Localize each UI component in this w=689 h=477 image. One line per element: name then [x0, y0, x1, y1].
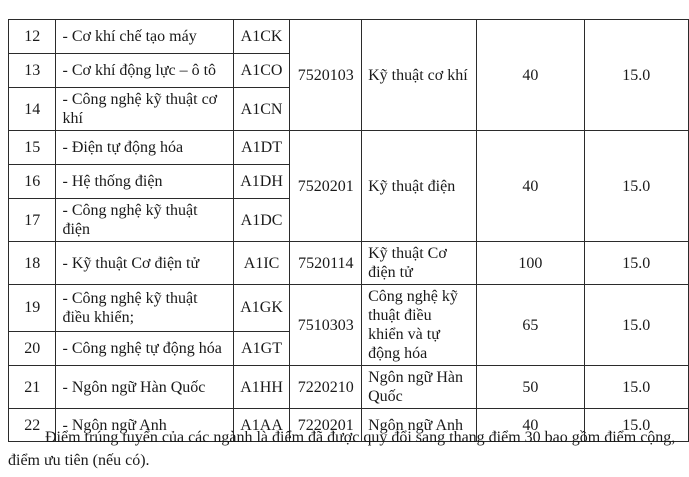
admission-code: A1CK — [233, 20, 290, 54]
admission-score-table — [8, 19, 689, 442]
row-number: 18 — [9, 242, 56, 285]
row-number: 13 — [9, 54, 56, 88]
admission-code: A1DC — [233, 199, 290, 242]
major-name: - Ngôn ngữ Hàn Quốc — [56, 366, 233, 409]
major-group-name: Kỹ thuật điện — [362, 131, 477, 242]
major-name: - Công nghệ kỹ thuật điện — [56, 199, 233, 242]
quota: 100 — [477, 242, 584, 285]
quota: 65 — [477, 285, 584, 366]
table-row — [9, 20, 689, 54]
major-name: - Điện tự động hóa — [56, 131, 233, 165]
row-number: 14 — [9, 88, 56, 131]
admission-code: A1GT — [233, 331, 290, 365]
major-name: - Cơ khí chế tạo máy — [56, 20, 233, 54]
major-name: - Cơ khí động lực – ô tô — [56, 54, 233, 88]
admission-score: 15.0 — [584, 366, 688, 409]
major-group-name: Công nghệ kỹ thuật điều khiển và tự động hóa — [362, 285, 477, 366]
major-group-name: Ngôn ngữ Anh — [362, 409, 477, 442]
admission-code: A1HH — [233, 366, 290, 409]
admission-score: 15.0 — [584, 409, 688, 442]
major-name: - Công nghệ kỹ thuật điều khiển; — [56, 285, 233, 332]
admission-score: 15.0 — [584, 242, 688, 285]
table-row — [9, 131, 689, 165]
major-code: 7520103 — [290, 20, 362, 131]
major-group-name: Kỹ thuật cơ khí — [362, 20, 477, 131]
quota: 50 — [477, 366, 584, 409]
admission-code: A1DH — [233, 165, 290, 199]
quota: 40 — [477, 131, 584, 242]
table-row — [9, 285, 689, 332]
footnote-paragraph: Điểm trúng tuyển của các ngành là điểm đã được quy đổi sang thang điểm 30 bao gồm điểm cộng, điểm ưu tiên (nếu có). — [8, 429, 676, 469]
admission-code: A1CN — [233, 88, 290, 131]
major-name: - Công nghệ kỹ thuật cơ khí — [56, 88, 233, 131]
major-code: 7510303 — [290, 285, 362, 366]
major-code: 7220210 — [290, 366, 362, 409]
quota: 40 — [477, 409, 584, 442]
admission-score: 15.0 — [584, 131, 688, 242]
major-name: - Kỹ thuật Cơ điện tử — [56, 242, 233, 285]
row-number: 20 — [9, 331, 56, 365]
table-row — [9, 366, 689, 409]
row-number: 16 — [9, 165, 56, 199]
admission-score: 15.0 — [584, 20, 688, 131]
admission-code: A1GK — [233, 285, 290, 332]
admission-code: A1DT — [233, 131, 290, 165]
row-number: 19 — [9, 285, 56, 332]
admission-code: A1IC — [233, 242, 290, 285]
major-code: 7520114 — [290, 242, 362, 285]
major-group-name: Kỹ thuật Cơ điện tử — [362, 242, 477, 285]
row-number: 17 — [9, 199, 56, 242]
row-number: 22 — [9, 409, 56, 442]
admission-code: A1CO — [233, 54, 290, 88]
table-row — [9, 242, 689, 285]
quota: 40 — [477, 20, 584, 131]
row-number: 15 — [9, 131, 56, 165]
major-group-name: Ngôn ngữ Hàn Quốc — [362, 366, 477, 409]
admission-score: 15.0 — [584, 285, 688, 366]
major-name: - Công nghệ tự động hóa — [56, 331, 233, 365]
row-number: 21 — [9, 366, 56, 409]
major-code: 7520201 — [290, 131, 362, 242]
major-code: 7220201 — [290, 409, 362, 442]
admission-code: A1AA — [233, 409, 290, 442]
major-name: - Ngôn ngữ Anh — [56, 409, 233, 442]
row-number: 12 — [9, 20, 56, 54]
major-name: - Hệ thống điện — [56, 165, 233, 199]
